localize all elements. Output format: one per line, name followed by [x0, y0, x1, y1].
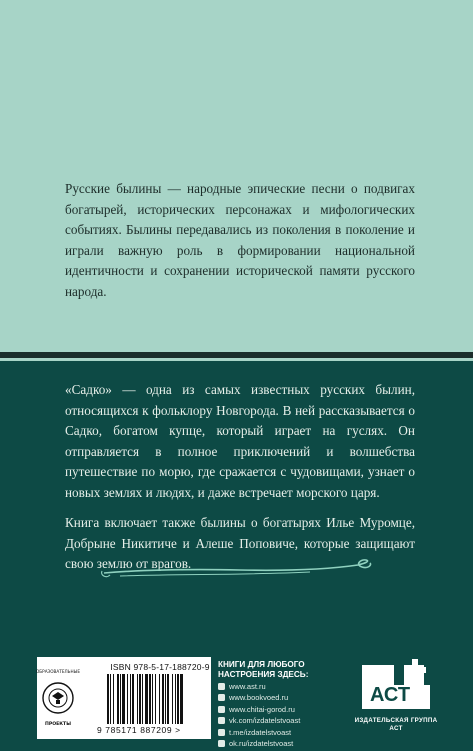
web-icon [218, 683, 225, 690]
store-links [218, 681, 348, 751]
social-link[interactable]: t.me/izdatelstvoast [218, 727, 348, 737]
badge-label-top: ОБРАЗОВАТЕЛЬНЫЕ [36, 669, 80, 674]
barcode-bar [155, 674, 156, 724]
web-icon [218, 694, 225, 701]
barcode-bar [130, 674, 131, 724]
store-link[interactable]: www.bookvoed.ru [218, 693, 348, 703]
telegram-icon [218, 729, 225, 736]
barcode-bar [113, 674, 114, 724]
ast-logo-mark [354, 657, 438, 717]
story-description [65, 380, 415, 585]
ast-logo-text: АСТ [369, 684, 411, 706]
barcode-bar [165, 674, 166, 724]
ast-publisher-logo [354, 657, 438, 745]
barcode-bar [137, 674, 138, 724]
barcode-bar [172, 674, 173, 724]
barcode-digits: 9 785171 887209 > [97, 725, 181, 735]
top-panel [0, 0, 473, 352]
barcode-bar [127, 674, 128, 724]
barcode-bar [122, 674, 125, 724]
barcode-bar [132, 674, 134, 724]
divider-line [0, 358, 473, 361]
isbn-number: ISBN 978-5-17-188720-9 [110, 662, 210, 672]
barcode-bar [149, 674, 151, 724]
badge-label-bottom: ПРОЕКТЫ [45, 722, 71, 727]
barcode-bar [110, 674, 111, 724]
vk-icon [218, 717, 225, 724]
stores-title: КНИГИ ДЛЯ ЛЮБОГО НАСТРОЕНИЯ ЗДЕСЬ: [218, 660, 309, 679]
barcode-bar [167, 674, 169, 724]
social-link[interactable]: ok.ru/izdatelstvoast [218, 739, 348, 749]
barcode-panel [37, 657, 211, 739]
barcode-bar [139, 674, 141, 724]
back-cover-footer [0, 655, 473, 750]
store-link[interactable]: www.ast.ru [218, 681, 348, 691]
flourish-ornament [100, 557, 376, 583]
barcode-bar [152, 674, 153, 724]
barcode-bars [107, 674, 207, 724]
social-link[interactable]: vk.com/izdatelstvoast [218, 716, 348, 726]
ok-icon [218, 740, 225, 747]
barcode-bar [180, 674, 183, 724]
education-projects-badge [36, 665, 80, 731]
story-paragraph-1: «Садко» — одна из самых известных русских былин, относящихся к фольклору Новгорода. В ней рассказывается о Садко, богатом купце, который играет на гуслях. Он отправляется в полное приключений и волшебства путешествие по морю, где сражается с чудовищами, узнает о новых землях и людях, и даже встречает морского царя. [65, 382, 415, 500]
barcode-bar [159, 674, 160, 724]
barcode-bar [175, 674, 176, 724]
barcode-bar [142, 674, 143, 724]
publisher-caption: ИЗДАТЕЛЬСКАЯ ГРУППА АСТ [354, 717, 438, 732]
store-link[interactable]: www.chitai-gorod.ru [218, 704, 348, 714]
barcode-bar [107, 674, 109, 724]
barcode-bar [177, 674, 179, 724]
barcode-bar [145, 674, 148, 724]
barcode-bar [120, 674, 121, 724]
barcode-bar [117, 674, 119, 724]
web-icon [218, 706, 225, 713]
intro-text: Русские былины — народные эпические песни о подвигах богатырей, исторических персонажах и мифологических событиях. Былины передавались из поколения в поколение и играли важную роль в формировании национальной идентичности и сохранении исторической памяти русского народа. [65, 181, 415, 299]
story-paragraph-2: Книга включает также былины о богатырях Илье Муромце, Добрыне Никитиче и Алеше Поповиче, которые защищают свою землю от врагов. [65, 515, 415, 571]
barcode-bar [162, 674, 164, 724]
